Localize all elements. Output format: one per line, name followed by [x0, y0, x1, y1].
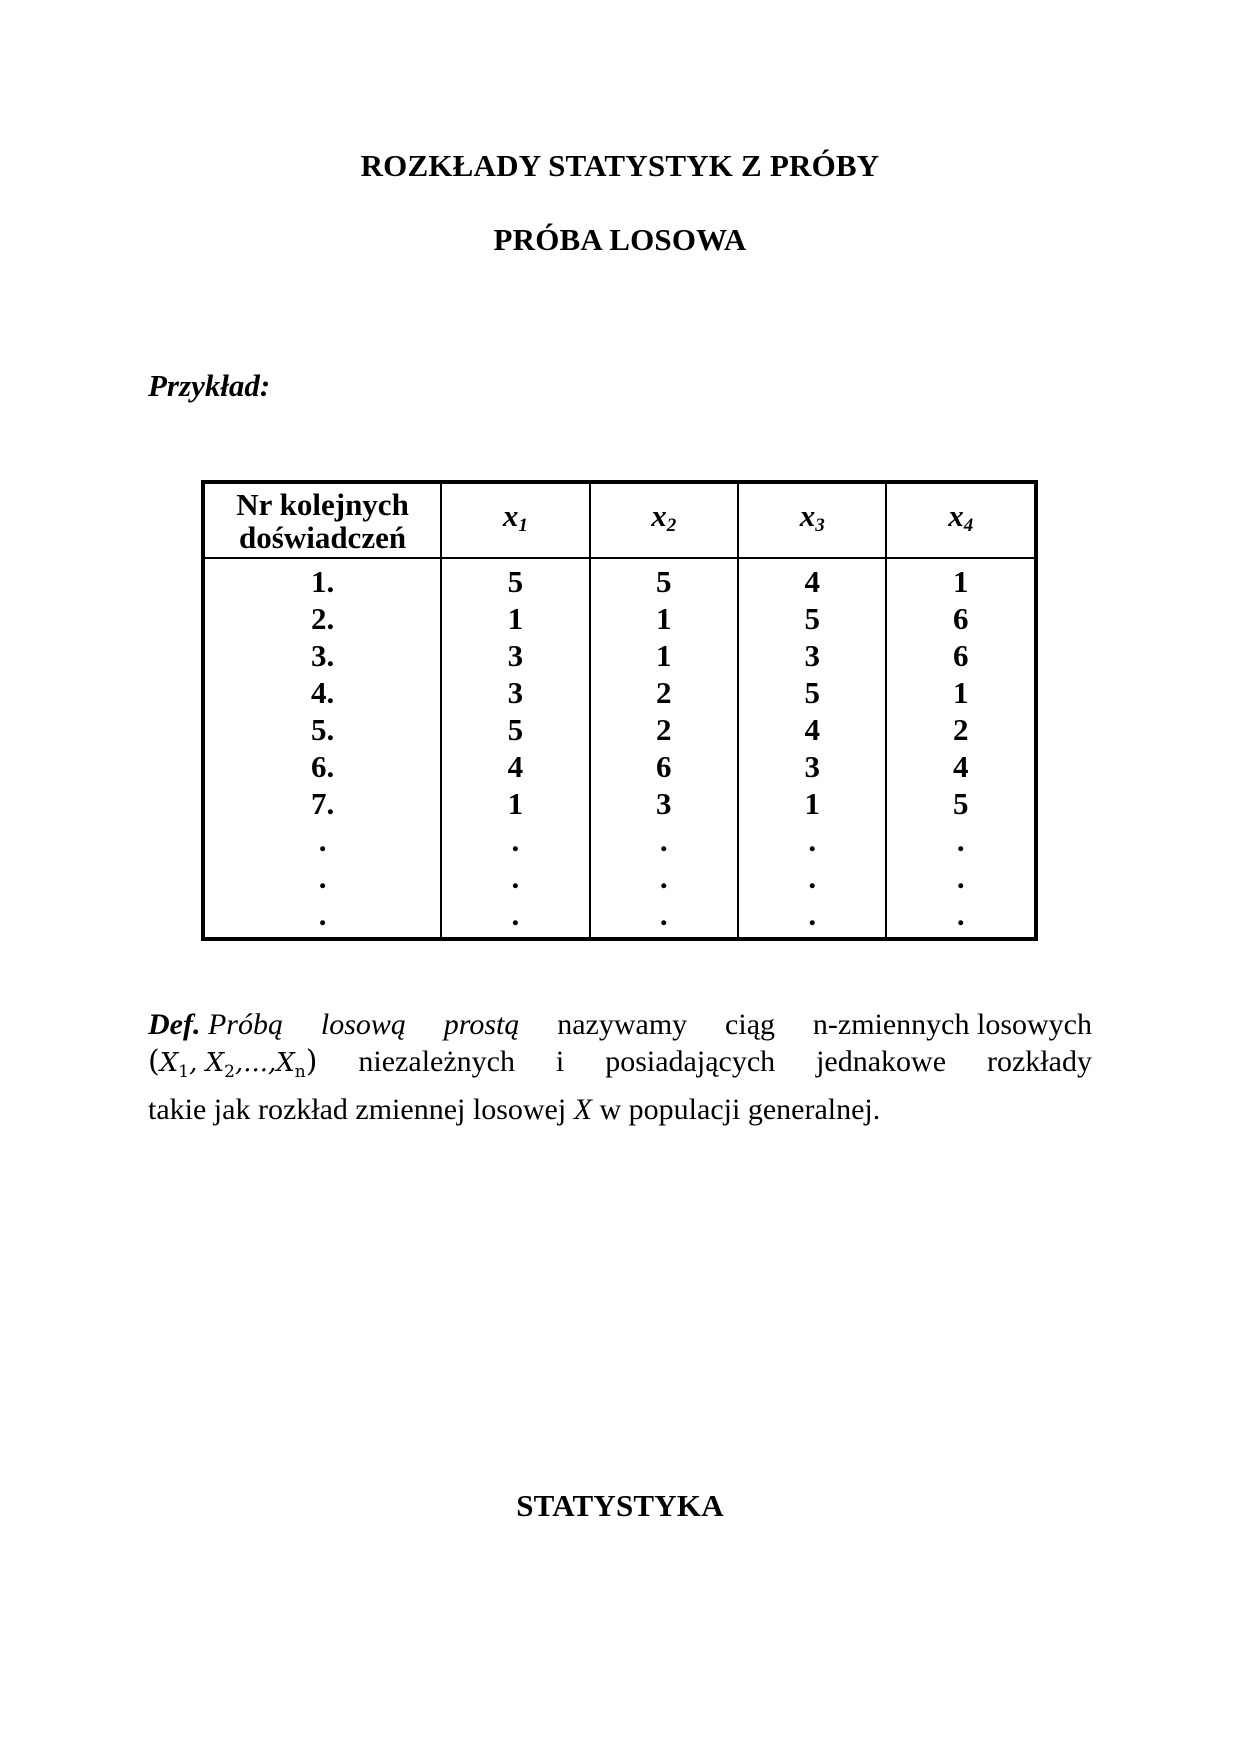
table-cell-x3: .	[738, 822, 886, 859]
definition-line-2	[148, 1043, 1092, 1091]
table-row	[203, 748, 1036, 785]
table-cell-nr: 4.	[310, 675, 335, 710]
definition-term-3: prostą	[443, 1008, 520, 1041]
table-cell-x4: 1	[886, 558, 1036, 600]
definition-paragraph	[148, 1006, 1092, 1128]
footer-title: STATYSTYKA	[516, 1488, 724, 1523]
table-cell-x4: 6	[886, 637, 1036, 674]
table-row	[203, 558, 1036, 600]
header-x1: $x_1$	[441, 482, 589, 558]
table-cell-x2: 1	[590, 637, 738, 674]
table-cell-x4: 5	[886, 785, 1036, 822]
definition-word: jednakowe	[816, 1045, 947, 1078]
definition-text: w populacji generalnej.	[592, 1093, 881, 1127]
definition-line-3	[148, 1091, 1092, 1128]
population-variable: X	[573, 1093, 593, 1127]
table-row	[203, 711, 1036, 748]
example-label: Przykład:	[148, 368, 271, 403]
random-variables-formula: ($X_1$, $X_2,...,X_n$)	[148, 1044, 318, 1083]
table-cell-x1: 3	[441, 674, 589, 711]
table-cell-x3: .	[738, 896, 886, 939]
table-cell-x2: 2	[590, 674, 738, 711]
table-cell-x3: .	[738, 859, 886, 896]
table-cell-nr: 3.	[310, 638, 335, 673]
table-cell-x1: .	[441, 896, 589, 939]
table-cell-nr: .	[318, 897, 327, 932]
definition-word: nazywamy	[557, 1008, 688, 1041]
table-row	[203, 822, 1036, 859]
header-nr-line1: Nr kolejnych	[236, 486, 409, 522]
header-x2: $x_2$	[590, 482, 738, 558]
table-row	[203, 785, 1036, 822]
definition-word: niezależnych	[358, 1045, 515, 1078]
table-cell-x1: .	[441, 822, 589, 859]
table-cell-x4: .	[886, 822, 1036, 859]
table-cell-x3: 3	[738, 748, 886, 785]
table-row	[203, 674, 1036, 711]
table-row	[203, 859, 1036, 896]
table-cell-x1: 3	[441, 637, 589, 674]
header-nr-doswiadczen	[203, 482, 441, 558]
table-cell-nr: 6.	[310, 749, 335, 784]
table-cell-x3: 5	[738, 674, 886, 711]
header-x4: $x_4$	[886, 482, 1036, 558]
table-body	[203, 558, 1036, 939]
definition-term: Próbą	[207, 1008, 283, 1041]
table-cell-x4: .	[886, 896, 1036, 939]
table-cell-x1: 5	[441, 558, 589, 600]
header-x3: $x_3$	[738, 482, 886, 558]
example-table	[201, 480, 1038, 941]
table-cell-x4: .	[886, 859, 1036, 896]
definition-line-1	[148, 1006, 1092, 1043]
table-row	[203, 896, 1036, 939]
table-cell-x2: 2	[590, 711, 738, 748]
table-cell-x1: 4	[441, 748, 589, 785]
table-cell-x3: 5	[738, 600, 886, 637]
table-cell-nr: 1.	[310, 564, 335, 599]
definition-term-2: losową	[320, 1008, 406, 1041]
definition-word: posiadających	[605, 1045, 776, 1078]
table-cell-x1: 1	[441, 600, 589, 637]
table-cell-x2: .	[590, 859, 738, 896]
table-row	[203, 600, 1036, 637]
table-cell-x1: 1	[441, 785, 589, 822]
table-cell-x4: 6	[886, 600, 1036, 637]
table-cell-nr: .	[318, 823, 327, 858]
table-cell-nr: .	[318, 860, 327, 895]
table-cell-x2: .	[590, 896, 738, 939]
definition-word: i	[555, 1045, 565, 1078]
table-cell-x2: .	[590, 822, 738, 859]
table-cell-x4: 1	[886, 674, 1036, 711]
table-cell-x3: 1	[738, 785, 886, 822]
definition-text: takie jak rozkład zmiennej losowej	[148, 1093, 574, 1127]
table-cell-x3: 4	[738, 711, 886, 748]
table-cell-nr: 2.	[310, 601, 335, 636]
table-cell-x1: 5	[441, 711, 589, 748]
table-cell-x2: 1	[590, 600, 738, 637]
definition-word: rozkłady	[987, 1045, 1092, 1078]
table-cell-x3: 3	[738, 637, 886, 674]
table-cell-x2: 5	[590, 558, 738, 600]
page-title: ROZKŁADY STATYSTYK Z PRÓBY	[360, 148, 880, 183]
definition-label: Def.	[148, 1008, 201, 1041]
table-cell-x2: 3	[590, 785, 738, 822]
definition-word: n-zmiennych losowych	[812, 1008, 1092, 1041]
table-cell-nr: 7.	[310, 786, 335, 821]
table-header-row	[203, 482, 1036, 558]
header-nr-line2: doświadczeń	[239, 519, 407, 555]
table-cell-x2: 6	[590, 748, 738, 785]
table-cell-x4: 4	[886, 748, 1036, 785]
definition-word: ciąg	[725, 1008, 776, 1041]
table-row	[203, 637, 1036, 674]
table-cell-x1: .	[441, 859, 589, 896]
table-cell-nr: 5.	[310, 712, 335, 747]
table-cell-x4: 2	[886, 711, 1036, 748]
table-cell-x3: 4	[738, 558, 886, 600]
section-title: PRÓBA LOSOWA	[493, 222, 747, 257]
